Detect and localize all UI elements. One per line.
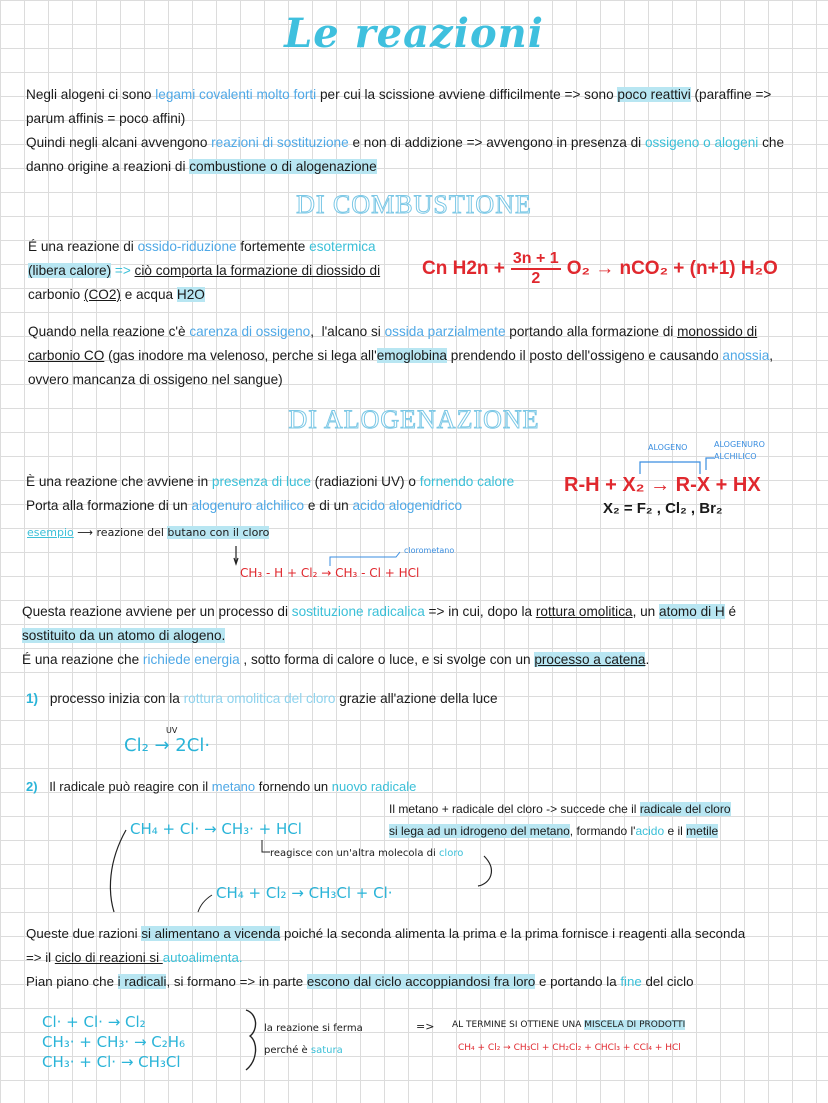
final-products: CH₄ + Cl₂ → CH₃Cl + CH₂Cl₂ + CHCl₃ + CCl₄ + HCl [458, 1043, 681, 1053]
example-equation: CH₃ - H + Cl₂ → CH₃ - Cl + HCl [240, 566, 420, 580]
alogenazione-line: È una reazione che avviene in presenza di luce (radiazioni UV) o fornendo calore [26, 474, 515, 489]
combustione-line: Quando nella reazione c'è carenza di ossigeno, l'alcano si ossida parzialmente portando alla formazione di monossido di [28, 324, 758, 339]
mechanism-line: Questa reazione avviene per un processo di sostituzione radicalica => in cui, dopo la rottura omolitica, un atomo di H é [22, 604, 737, 619]
step1: 1) processo inizia con la rottura omolitica del cloro grazie all'azione della luce [26, 691, 498, 706]
combustione-line: (libera calore) => ciò comporta la formazione di diossido di [28, 263, 381, 278]
combustione-incomplete [28, 320, 818, 392]
uv-label: UV [166, 726, 178, 735]
page-title: Le reazioni [284, 10, 544, 57]
fraction-numerator: 3n + 1 [511, 250, 561, 270]
general-halogenation-equation: R-H + X₂ → R-X + HX [564, 474, 761, 496]
mechanism-line: sostituito da un atomo di alogeno. [22, 628, 226, 643]
reagisce-note: reagisce con un'altra molecola di cloro [270, 848, 464, 859]
termination-eq: CH₃· + Cl· → CH₃Cl [42, 1053, 181, 1071]
note-line: Il metano + radicale del cloro -> succede che il radicale del cloro [389, 802, 731, 816]
cycle-line: Queste due razioni si alimentano a vicenda poiché la seconda alimenta la prima e la prima fornisce i reagenti alla seconda [26, 926, 746, 941]
combustione-definition [28, 235, 408, 307]
intro-line: Negli alogeni ci sono legami covalenti molto forti per cui la scissione avviene difficilmente => sono poco reattivi (paraffine => [26, 87, 772, 102]
example-line: esempio ⟶ reazione del butano con il cloro [27, 526, 270, 539]
cycle-line: => il ciclo di reazioni si autoalimenta. [26, 950, 243, 965]
combustione-line: ovvero mancanza di ossigeno nel sangue) [28, 372, 283, 387]
example-word: esempio [27, 526, 74, 539]
combustion-lhs: Cn H2n + [422, 258, 505, 279]
label-alogenuro: ALOGENURO [714, 440, 765, 449]
termination-equations [42, 1012, 185, 1072]
intro-paragraph [26, 83, 816, 179]
propagation-eq2: CH₄ + Cl₂ → CH₃Cl + Cl· [216, 884, 393, 902]
propagation-note [389, 798, 731, 842]
combustion-fraction [511, 250, 561, 288]
propagation-eq1: CH₄ + Cl· → CH₃· + HCl [130, 820, 302, 838]
final-statement: AL TERMINE SI OTTIENE UNA MISCELA DI PRODOTTI [452, 1020, 686, 1030]
mechanism-line: É una reazione che richiede energia , sotto forma di calore o luce, e si svolge con un processo a catena. [22, 652, 650, 667]
step2: 2) Il radicale può reagire con il metano fornendo un nuovo radicale [26, 779, 417, 794]
intro-line: parum affinis = poco affini) [26, 111, 186, 126]
step2-number: 2) [26, 779, 38, 794]
cycle-line: Pian piano che i radicali, si formano => in parte escono dal ciclo accoppiandosi fra loro e portando la fine del ciclo [26, 974, 694, 989]
termination-note: la reazione si ferma perché è satura [264, 1023, 363, 1056]
intro-line: Quindi negli alcani avvengono reazioni di sostituzione e non di addizione => avvengono in presenza di ossigeno o alogeni che [26, 135, 785, 150]
clorometano-label: clorometano [404, 546, 455, 555]
cycle-paragraph [26, 922, 821, 994]
label-alchilico: ALCHILICO [714, 452, 757, 461]
alogenazione-heading: DI ALOGENAZIONE [288, 405, 540, 434]
final-arrow: => [416, 1020, 435, 1033]
termination-eq: Cl· + Cl· → Cl₂ [42, 1013, 146, 1031]
arrow-icon: ⟶ [77, 526, 97, 539]
fraction-denominator: 2 [531, 270, 541, 287]
combustione-heading: DI COMBUSTIONE [296, 190, 532, 219]
note-line: si lega ad un idrogeno del metano, formando l'acido e il metile [389, 824, 719, 838]
alogenazione-definition [26, 470, 566, 518]
intro-line: danno origine a reazioni di combustione o di alogenazione [26, 159, 377, 174]
combustione-line: carbonio CO (gas inodore ma velenoso, perche si lega all'emoglobina prendendo il posto dell'ossigeno e causando anossia, [28, 348, 774, 363]
step1-number: 1) [26, 691, 39, 706]
combustione-line: carbonio (CO2) e acqua H2O [28, 287, 205, 302]
halogen-list: X₂ = F₂ , Cl₂ , Br₂ [603, 500, 723, 517]
label-alogeno: ALOGENO [648, 443, 688, 452]
combustion-rhs: O₂ → nCO₂ + (n+1) H₂O [566, 258, 778, 279]
termination-eq: CH₃· + CH₃· → C₂H₆ [42, 1033, 186, 1051]
step1-equation: Cl₂ → 2Cl· [124, 735, 211, 756]
mechanism-paragraph [22, 600, 822, 672]
combustione-line: É una reazione di ossido-riduzione fortemente esotermica [28, 239, 376, 254]
alogenazione-line: Porta alla formazione di un alogenuro alchilico e di un acido alogenidrico [26, 498, 463, 513]
combustion-equation [422, 250, 778, 288]
